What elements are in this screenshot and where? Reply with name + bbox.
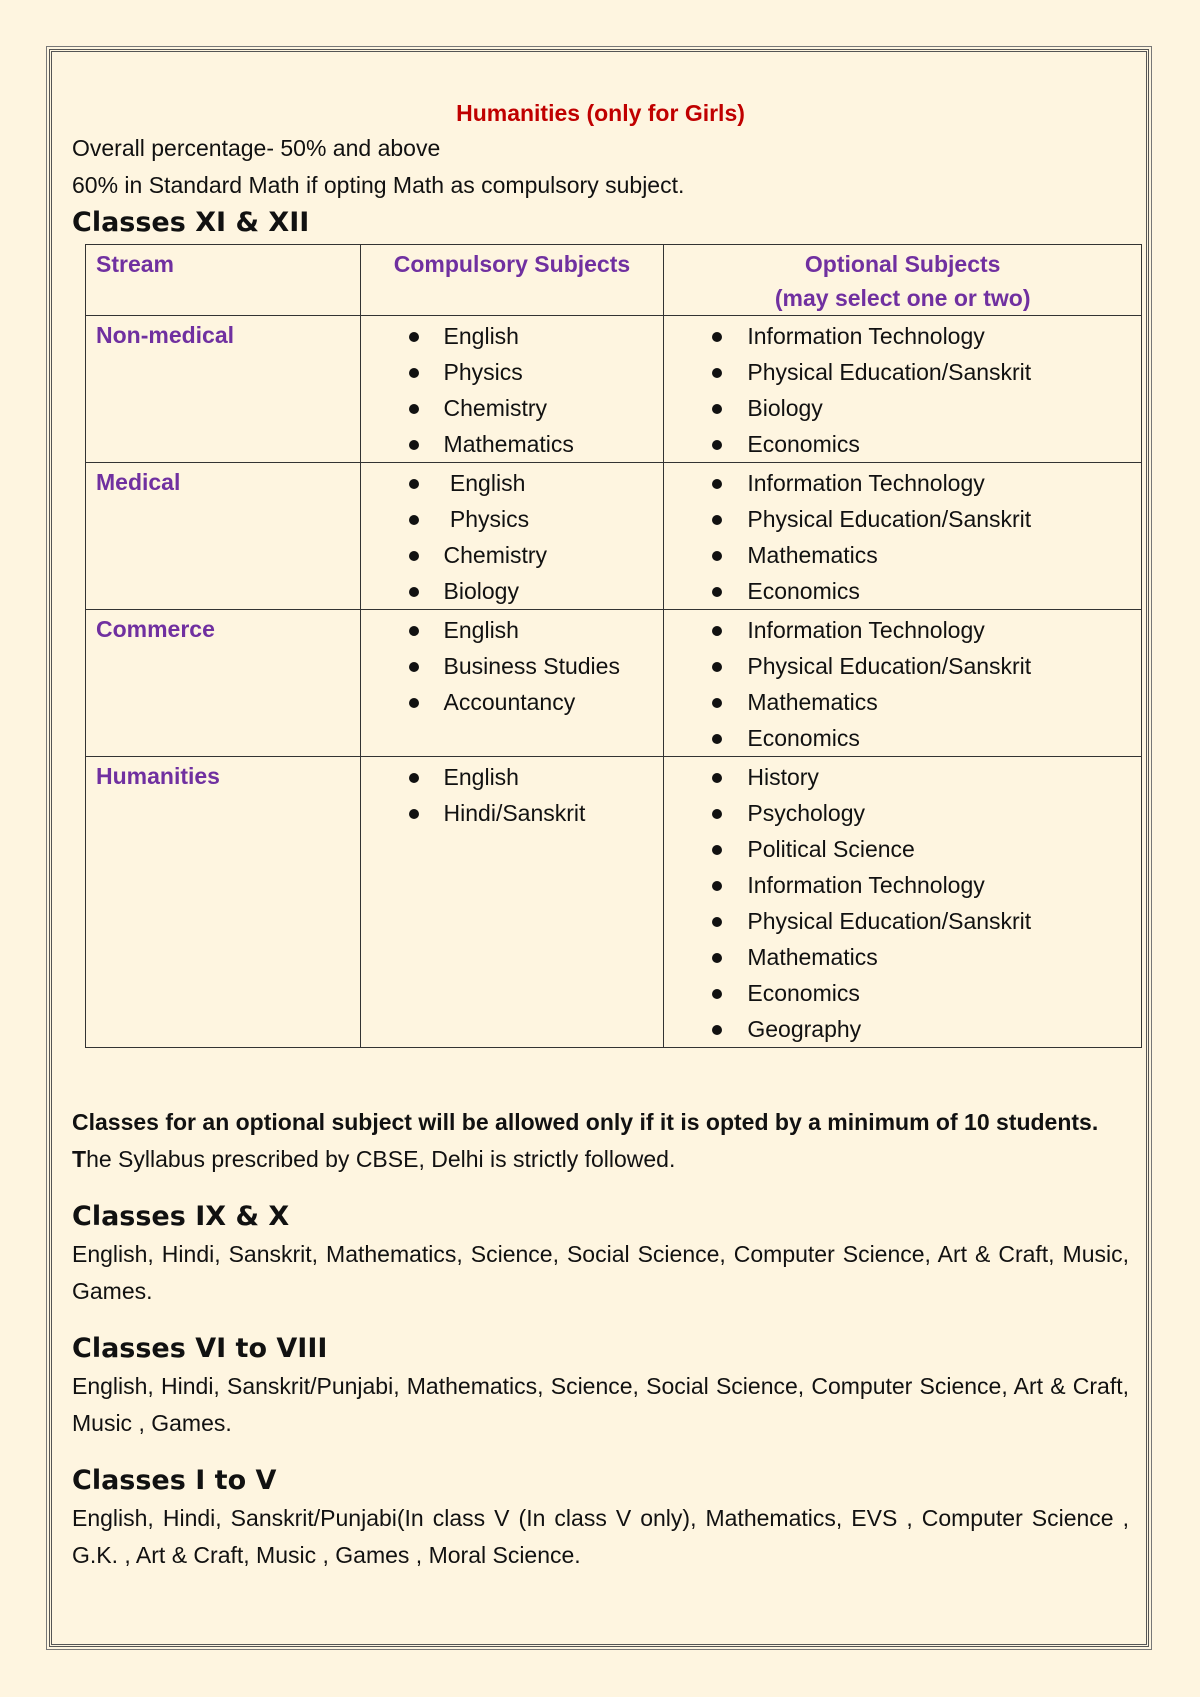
list-item: Physical Education/Sanskrit (664, 648, 1141, 684)
senior-classes-title: Classes XI & XII (72, 207, 310, 238)
eligibility-line-1: Overall percentage- 50% and above (72, 135, 441, 161)
optional-subject-list (664, 463, 1141, 609)
list-item: Political Science (664, 831, 1141, 867)
humanities-heading: Humanities (only for Girls) (456, 100, 745, 126)
compulsory-subject-list (361, 757, 664, 831)
stream-cell (86, 463, 361, 610)
stream-name: Non-medical (96, 322, 235, 348)
list-item: Information Technology (664, 867, 1141, 903)
list-item: Physics (361, 354, 664, 390)
optional-subjects-cell (664, 316, 1142, 463)
optional-subject-note (72, 1104, 1129, 1178)
optional-subjects-cell (664, 757, 1142, 1048)
junior-classes-sections (72, 1198, 1129, 1574)
optional-subject-list (664, 610, 1141, 756)
list-item: Information Technology (664, 465, 1141, 501)
list-item: Information Technology (664, 318, 1141, 354)
list-item: Mathematics (664, 537, 1141, 573)
list-item: Physics (361, 501, 664, 537)
optional-subject-list (664, 316, 1141, 462)
compulsory-subject-list (361, 463, 664, 609)
class-section (72, 1330, 1129, 1442)
class-section (72, 1198, 1129, 1310)
list-item: Information Technology (664, 612, 1141, 648)
header-optional (664, 245, 1142, 316)
optional-subjects-cell (664, 463, 1142, 610)
stream-cell (86, 757, 361, 1048)
section-subjects: English, Hindi, Sanskrit, Mathematics, Science, Social Science, Computer Science, Art & Craft, Music, Games. (72, 1241, 1129, 1304)
list-item: Economics (664, 975, 1141, 1011)
note-bold: Classes for an optional subject will be allowed only if it is opted by a minimum of 10 students. T (72, 1109, 1099, 1172)
list-item: Geography (664, 1011, 1141, 1047)
section-subjects: English, Hindi, Sanskrit/Punjabi, Mathematics, Science, Social Science, Computer Science, Art & Craft, Music , Games. (72, 1373, 1129, 1436)
list-item: English (361, 612, 664, 648)
list-item: Biology (664, 390, 1141, 426)
list-item: Economics (664, 573, 1141, 609)
list-item: Chemistry (361, 390, 664, 426)
compulsory-subjects-cell (360, 463, 664, 610)
list-item: Economics (664, 720, 1141, 756)
stream-name: Commerce (96, 616, 215, 642)
compulsory-subjects-cell (360, 316, 664, 463)
section-title: Classes I to V (72, 1465, 277, 1496)
list-item: Physical Education/Sanskrit (664, 501, 1141, 537)
header-compulsory: Compulsory Subjects (360, 245, 664, 316)
section-title: Classes IX & X (72, 1201, 290, 1232)
list-item: English (361, 759, 664, 795)
note-rest: he Syllabus prescribed by CBSE, Delhi is strictly followed. (86, 1146, 676, 1172)
list-item: Physical Education/Sanskrit (664, 354, 1141, 390)
optional-subject-list (664, 757, 1141, 1047)
list-item: Physical Education/Sanskrit (664, 903, 1141, 939)
list-item: History (664, 759, 1141, 795)
list-item: Psychology (664, 795, 1141, 831)
compulsory-subjects-cell (360, 757, 664, 1048)
compulsory-subjects-cell (360, 610, 664, 757)
document-content (72, 96, 1129, 1574)
eligibility-line-2: 60% in Standard Math if opting Math as compulsory subject. (72, 172, 685, 198)
list-item: English (361, 318, 664, 354)
table-row (86, 610, 1142, 757)
table-row (86, 463, 1142, 610)
table-header-row (86, 245, 1142, 316)
header-stream: Stream (86, 245, 361, 316)
section-title: Classes VI to VIII (72, 1333, 328, 1364)
header-optional-line-2: (may select one or two) (774, 285, 1031, 311)
list-item: Hindi/Sanskrit (361, 795, 664, 831)
subjects-table (85, 244, 1142, 1048)
optional-subjects-cell (664, 610, 1142, 757)
list-item: Accountancy (361, 684, 664, 720)
stream-name: Humanities (96, 763, 220, 789)
list-item: English (361, 465, 664, 501)
class-section (72, 1462, 1129, 1574)
list-item: Mathematics (664, 684, 1141, 720)
compulsory-subject-list (361, 316, 664, 462)
list-item: Mathematics (361, 426, 664, 462)
compulsory-subject-list (361, 610, 664, 720)
stream-cell (86, 316, 361, 463)
list-item: Biology (361, 573, 664, 609)
list-item: Business Studies (361, 648, 664, 684)
header-optional-line-1: Optional Subjects (804, 251, 1001, 277)
table-row (86, 316, 1142, 463)
table-row (86, 757, 1142, 1048)
list-item: Mathematics (664, 939, 1141, 975)
stream-name: Medical (96, 469, 181, 495)
stream-cell (86, 610, 361, 757)
section-subjects: English, Hindi, Sanskrit/Punjabi(In class V (In class V only), Mathematics, EVS , Computer Science , G.K. , Art & Craft, Music , Games , Moral Science. (72, 1505, 1129, 1568)
list-item: Economics (664, 426, 1141, 462)
list-item: Chemistry (361, 537, 664, 573)
